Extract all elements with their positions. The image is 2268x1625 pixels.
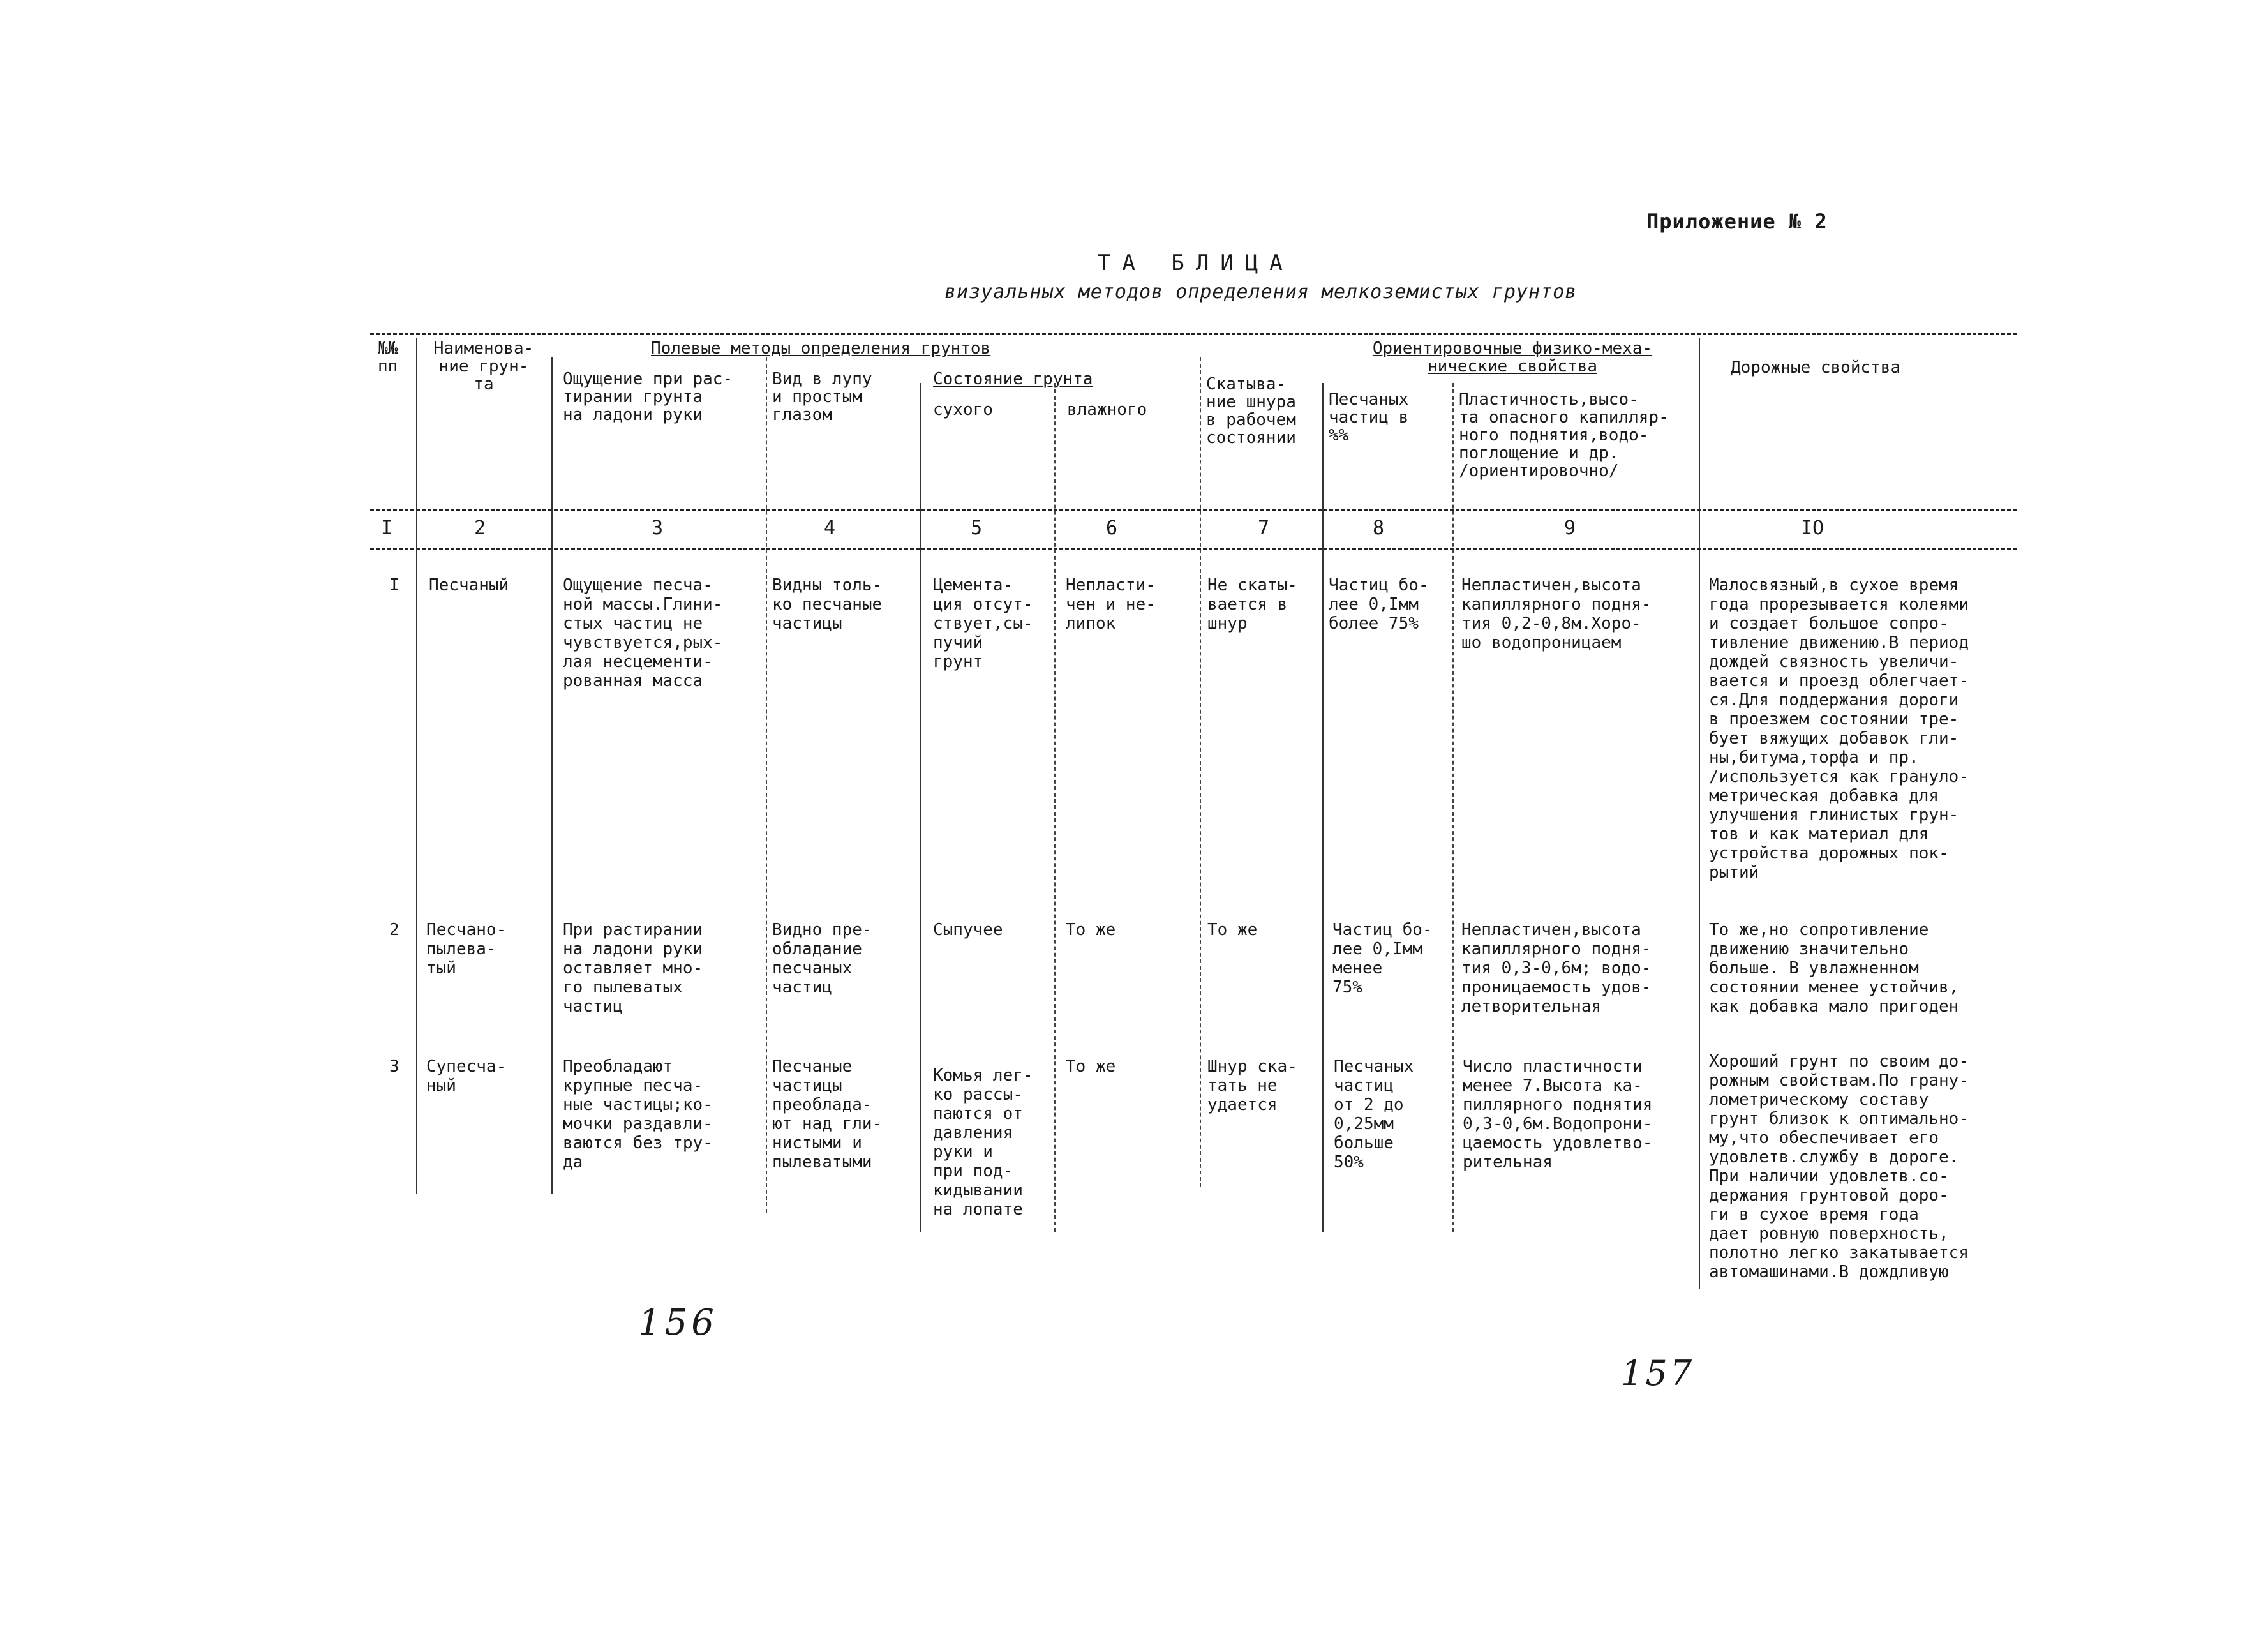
index-10: IO: [1800, 517, 1824, 539]
index-9: 9: [1563, 517, 1576, 539]
index-2: 2: [474, 517, 486, 539]
header-group-physical: Ориентировочные физико-меха- нические свойства: [1372, 339, 1653, 376]
page-number-right: 157: [1621, 1353, 1695, 1393]
plasticity: Число пластичности менее 7.Высота ка- пиллярного поднятия 0,3-0,6м.Водопрони- цаемость удовлетво- рительная: [1463, 1057, 1653, 1172]
magnifier-view: Видно пре- обладание песчаных частиц: [772, 920, 872, 997]
col-sep-8: [1452, 383, 1454, 1232]
rub-feel: Ощущение песча- ной массы.Глини- стых частиц не чувствуется,рых- лая несцементи- рованная масса: [563, 576, 723, 691]
header-rub-feel: Ощущение при рас- тирании грунта на ладони руки: [563, 370, 733, 424]
header-number: №№ пп: [378, 339, 398, 376]
index-4: 4: [823, 517, 836, 539]
table-subtitle: визуальных методов определения мелкоземистых грунтов: [944, 281, 1578, 303]
page-number-left: 156: [638, 1302, 718, 1344]
road-properties: Хороший грунт по своим до- рожным свойствам.По грану- лометрическому составу грунт близок к оптимально- му,что обеспечивает его удовлетв.службу в дороге. При наличии удовлетв.со- держания грунтовой доро- ги в сухое время года дает ровную поверхность, полотно легко закатывается автомашинами.В дождливую: [1709, 1052, 1969, 1282]
col-sep-9: [1699, 338, 1700, 1289]
row-number: I: [389, 576, 399, 595]
col-sep-4: [920, 383, 921, 1232]
dry-state: Комья лег- ко рассы- паются от давления руки и при под- кидывании на лопате: [933, 1066, 1033, 1219]
header-plasticity: Пластичность,высо- та опасного капилляр- ного поднятия,водо- поглощение и др. /ориентировочно/: [1459, 390, 1669, 481]
header-cord-rolling: Скатыва- ние шнура в рабочем состоянии: [1206, 375, 1296, 447]
header-road-properties: Дорожные свойства: [1731, 358, 1901, 377]
magnifier-view: Видны толь- ко песчаные частицы: [772, 576, 883, 633]
header-wet: влажного: [1067, 400, 1147, 419]
road-properties: То же,но сопротивление движению значительно больше. В увлажненном состоянии менее устойчив, как добавка мало пригоден: [1709, 920, 1959, 1016]
rule-top: [370, 333, 2017, 335]
rule-header-bottom: [370, 509, 2017, 511]
col-sep-1: [416, 338, 417, 1194]
col-sep-5: [1054, 383, 1056, 1232]
cord-rolling: Не скаты- вается в шнур: [1207, 576, 1297, 633]
sand-particles: Песчаных частиц от 2 до 0,25мм больше 50%: [1334, 1057, 1414, 1172]
row-number: 3: [389, 1057, 399, 1076]
rub-feel: Преобладают крупные песча- ные частицы;ко- мочки раздавли- ваются без тру- да: [563, 1057, 713, 1172]
wet-state: То же: [1066, 1057, 1116, 1076]
appendix-label: Приложение № 2: [1646, 209, 1828, 234]
header-group-field-methods: Полевые методы определения грунтов: [651, 339, 991, 358]
soil-name: Песчаный: [429, 576, 509, 595]
table-title: ТА БЛИЦА: [1098, 250, 1294, 276]
wet-state: Непласти- чен и не- липок: [1066, 576, 1156, 633]
index-7: 7: [1257, 517, 1270, 539]
col-sep-6: [1200, 357, 1201, 1187]
index-8: 8: [1372, 517, 1385, 539]
index-5: 5: [970, 517, 983, 539]
soil-name: Супесча- ный: [426, 1057, 507, 1095]
sand-particles: Частиц бо- лее 0,Iмм более 75%: [1329, 576, 1429, 633]
plasticity: Непластичен,высота капиллярного подня- тия 0,2-0,8м.Хоро- шо водопроницаем: [1461, 576, 1652, 652]
header-dry: сухого: [933, 400, 993, 419]
dry-state: Цемента- ция отсут- ствует,сы- пучий грунт: [933, 576, 1033, 671]
row-number: 2: [389, 920, 399, 940]
rule-index-bottom: [370, 548, 2017, 550]
header-group-state: Состояние грунта: [933, 370, 1093, 389]
wet-state: То же: [1066, 920, 1116, 940]
dry-state: Сыпучее: [933, 920, 1003, 940]
header-soil-name: Наименова- ние грун- та: [433, 339, 534, 394]
index-6: 6: [1105, 517, 1118, 539]
col-sep-3: [766, 357, 767, 1213]
plasticity: Непластичен,высота капиллярного подня- тия 0,3-0,6м; водо- проницаемость удов- летворительная: [1461, 920, 1652, 1016]
index-3: 3: [651, 517, 664, 539]
col-sep-2: [551, 357, 553, 1194]
soil-name: Песчано- пылева- тый: [426, 920, 507, 978]
cord-rolling: Шнур ска- тать не удается: [1207, 1057, 1297, 1114]
header-magnifier-view: Вид в лупу и простым глазом: [772, 370, 872, 424]
road-properties: Малосвязный,в сухое время года прорезывается колеями и создает большое сопро- тивление движению.В период дождей связность увеличи- вается и проезд облегчает- ся.Для поддержания дороги в проезжем состоянии тре- бует вяжущих добавок гли- ны,битума,торфа и пр. /используется как грануло- метрическая добавка для улучшения глинистых грун- тов и как материал для устройства дорожных пок- рытий: [1709, 576, 1969, 882]
index-1: I: [380, 517, 393, 539]
rub-feel: При растирании на ладони руки оставляет мно- го пылеватых частиц: [563, 920, 703, 1016]
magnifier-view: Песчаные частицы преоблада- ют над гли- нистыми и пылеватыми: [772, 1057, 883, 1172]
header-sand-particles: Песчаных частиц в %%: [1329, 390, 1409, 445]
col-sep-7: [1322, 383, 1324, 1232]
sand-particles: Частиц бо- лее 0,Iмм менее 75%: [1332, 920, 1433, 997]
cord-rolling: То же: [1207, 920, 1258, 940]
